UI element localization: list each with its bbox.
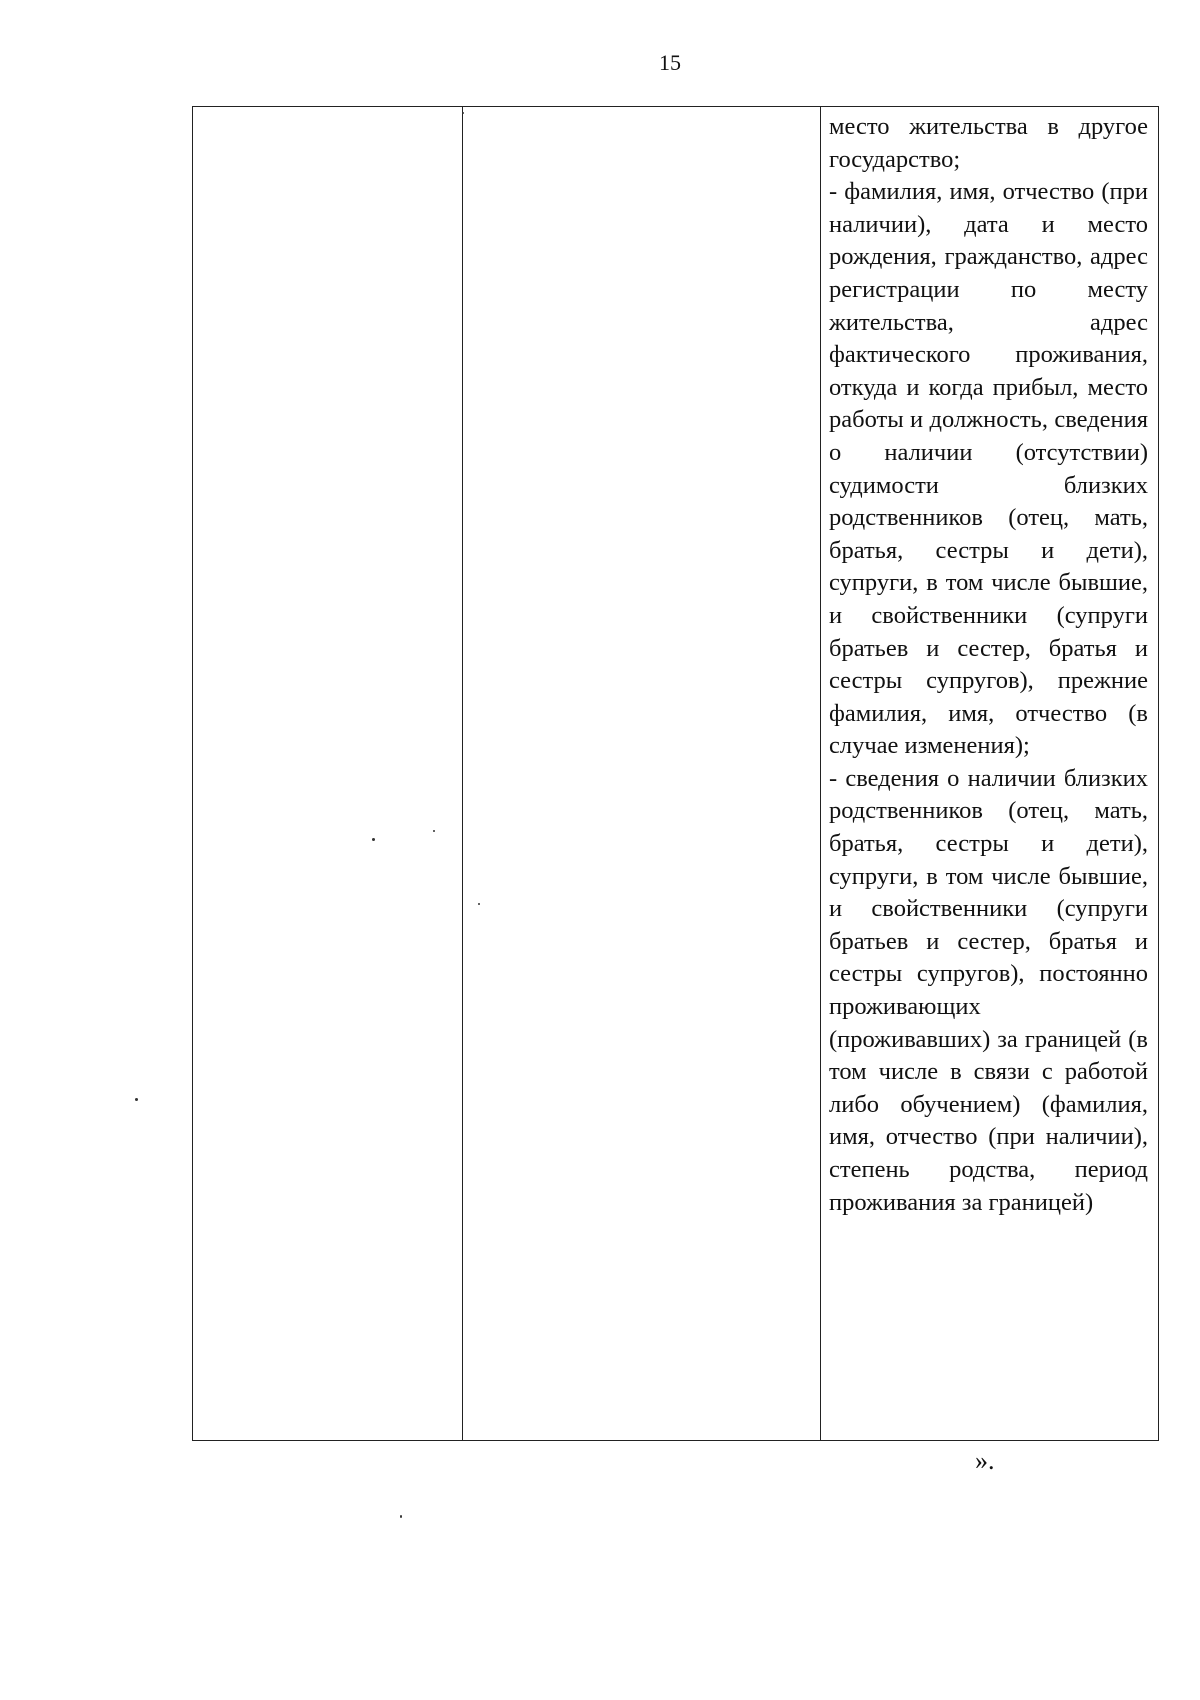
closing-quote-mark: ».	[975, 1446, 995, 1475]
table-cell-column-1	[193, 107, 463, 1440]
table-cell-column-2	[463, 107, 821, 1440]
scan-speck	[433, 830, 435, 832]
scan-speck	[400, 1515, 402, 1518]
column-3-text: место жительства в другое государство; - фамилия, имя, отчество (при наличии), дата и место рождения, гражданство, адрес регистрации по месту жительства, адрес фактического проживания, откуда и когда прибыл, место работы и должность, сведения о наличии (отсутствии) судимости близких родственников (отец, мать, братья, сестры и дети), супруги, в том числе бывшие, и свойственники (супруги братьев и сестер, братья и сестры супругов), прежние фамилия, имя, отчество (в случае изменения); - сведения о наличии близких родственников (отец, мать, братья, сестры и дети), супруги, в том числе бывшие, и свойственники (супруги братьев и сестер, братья и сестры супругов), постоянно проживающих (проживавших) за границей (в том числе в связи с работой либо обучением) (фамилия, имя, отчество (при наличии), степень родства, период проживания за границей)	[829, 113, 1148, 1216]
document-table	[192, 106, 1159, 1441]
scan-speck	[478, 903, 480, 905]
scan-speck	[135, 1098, 138, 1101]
table-cell-column-3	[821, 107, 1158, 1440]
page-number: 15	[659, 50, 681, 75]
scan-speck	[462, 112, 464, 114]
scan-speck	[372, 838, 375, 841]
